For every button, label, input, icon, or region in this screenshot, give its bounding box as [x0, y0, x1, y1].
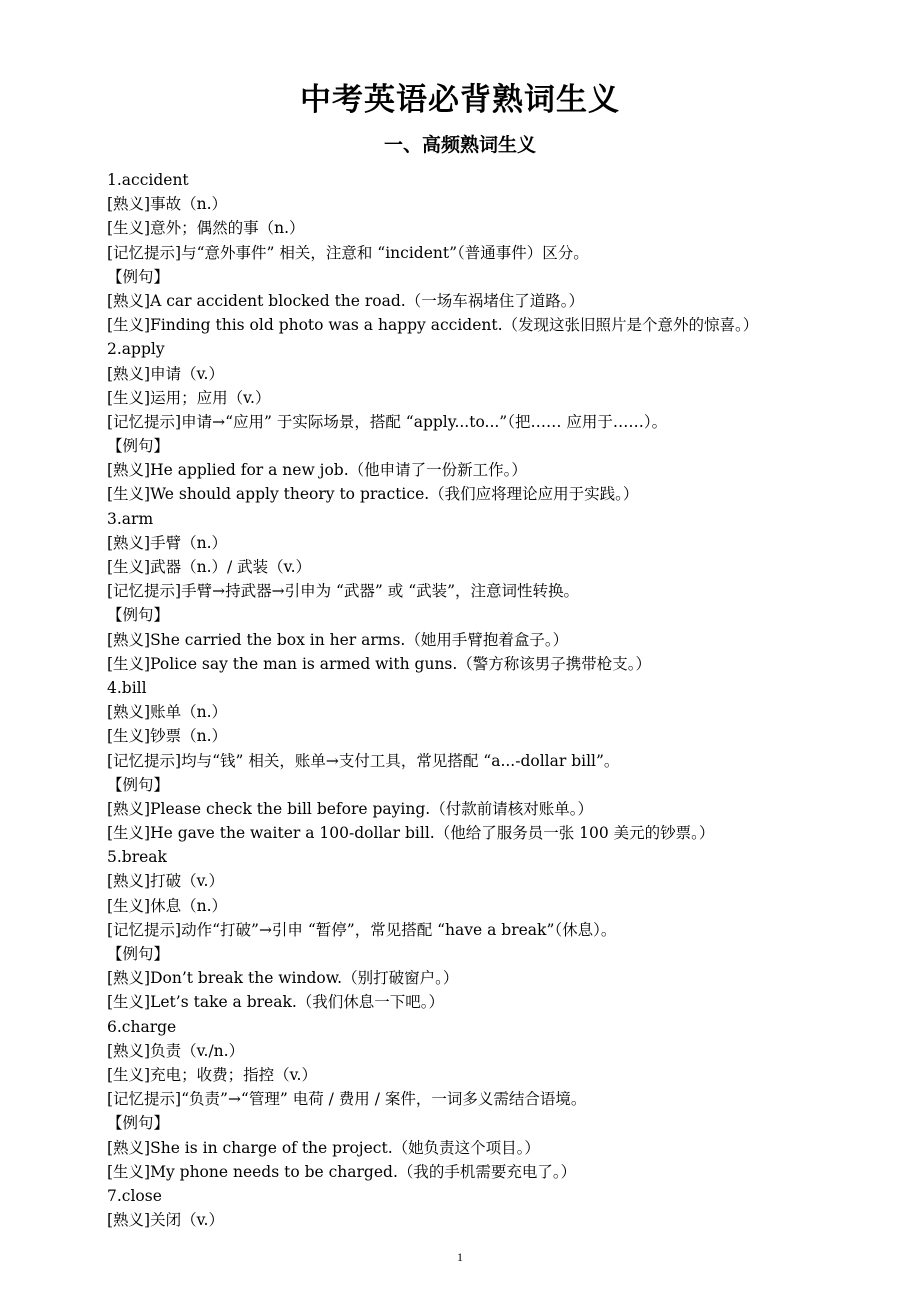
example-familiar: [熟义]She carried the box in her arms.（她用手臂抱着盒子。） [107, 630, 569, 649]
new-meaning: [生义]休息（n.） [107, 896, 228, 915]
page-number: 1 [457, 1250, 463, 1264]
vocab-entry [107, 676, 867, 845]
entry-word: 7.close [107, 1186, 162, 1205]
new-meaning: [生义]意外；偶然的事（n.） [107, 219, 305, 238]
new-meaning: [生义]充电；收费；指控（v.） [107, 1065, 317, 1084]
familiar-meaning: [熟义]事故（n.） [107, 195, 228, 214]
example-familiar: [熟义]He applied for a new job.（他申请了一份新工作。） [107, 461, 527, 480]
example-label: 【例句】 [107, 606, 170, 625]
memory-tip: [记忆提示]申请→“应用” 于实际场景，搭配 “apply...to...”（把…… 应用于……）。 [107, 412, 668, 431]
entry-word: 5.break [107, 848, 167, 867]
example-label: 【例句】 [107, 775, 170, 794]
example-new: [生义]He gave the waiter a 100-dollar bill.（他给了服务员一张 100 美元的钞票。） [107, 824, 715, 843]
familiar-meaning: [熟义]负责（v./n.） [107, 1041, 245, 1060]
example-new: [生义]We should apply theory to practice.（我们应将理论应用于实践。） [107, 485, 639, 504]
entry-word: 4.bill [107, 678, 147, 697]
familiar-meaning: [熟义]账单（n.） [107, 703, 228, 722]
example-new: [生义]Finding this old photo was a happy accident.（发现这张旧照片是个意外的惊喜。） [107, 316, 759, 335]
example-label: 【例句】 [107, 945, 170, 963]
document-body [107, 168, 867, 1232]
memory-tip: [记忆提示]手臂→持武器→引申为 “武器” 或 “武装”，注意词性转换。 [107, 582, 580, 601]
example-label: 【例句】 [107, 437, 170, 456]
entry-word: 2.apply [107, 340, 165, 359]
familiar-meaning: [熟义]手臂（n.） [107, 533, 228, 552]
vocab-entry [107, 507, 867, 676]
page-title: 中考英语必背熟词生义 [300, 82, 620, 118]
memory-tip: [记忆提示]均与“钱” 相关，账单→支付工具，常见搭配 “a...-dollar bill”。 [107, 751, 620, 770]
example-new: [生义]Police say the man is armed with guns.（警方称该男子携带枪支。） [107, 654, 652, 673]
example-new: [生义]My phone needs to be charged.（我的手机需要充电了。） [107, 1162, 577, 1181]
entry-word: 6.charge [107, 1017, 177, 1036]
example-label: 【例句】 [107, 1114, 170, 1133]
example-familiar: [熟义]Don’t break the window.（别打破窗户。） [107, 969, 459, 988]
example-familiar: [熟义]Please check the bill before paying.（付款前请核对账单。） [107, 799, 593, 818]
new-meaning: [生义]钞票（n.） [107, 727, 228, 746]
new-meaning: [生义]武器（n.）/ 武装（v.） [107, 558, 311, 576]
familiar-meaning: [熟义]申请（v.） [107, 364, 224, 383]
vocab-entry [107, 1184, 867, 1232]
vocab-entry [107, 1015, 867, 1184]
entry-word: 1.accident [107, 171, 189, 189]
example-label: 【例句】 [107, 267, 170, 286]
entry-word: 3.arm [107, 509, 154, 528]
example-familiar: [熟义]She is in charge of the project.（她负责这个项目。） [107, 1138, 540, 1157]
vocab-entry [107, 337, 867, 506]
vocab-entry [107, 845, 867, 1014]
memory-tip: [记忆提示]“负责”→“管理” 电荷 / 费用 / 案件，一词多义需结合语境。 [107, 1090, 587, 1109]
new-meaning: [生义]运用；应用（v.） [107, 388, 271, 407]
example-familiar: [熟义]A car accident blocked the road.（一场车祸堵住了道路。） [107, 291, 584, 310]
section-heading: 一、高频熟词生义 [383, 134, 536, 156]
memory-tip: [记忆提示]与“意外事件” 相关，注意和 “incident”（普通事件）区分。 [107, 243, 589, 262]
familiar-meaning: [熟义]打破（v.） [107, 872, 224, 891]
vocab-entry [107, 168, 867, 337]
memory-tip: [记忆提示]动作“打破”→引申 “暂停”，常见搭配 “have a break”（休息）。 [107, 920, 617, 939]
familiar-meaning: [熟义]关闭（v.） [107, 1211, 224, 1230]
example-new: [生义]Let’s take a break.（我们休息一下吧。） [107, 993, 445, 1012]
